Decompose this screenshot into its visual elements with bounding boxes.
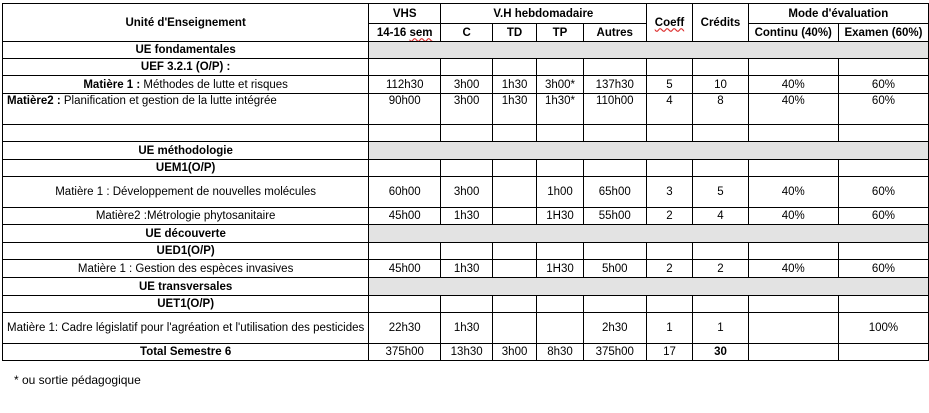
total-continu [748, 344, 838, 361]
cell-autres: 65h00 [583, 177, 646, 208]
header-examen: Examen (60%) [838, 24, 928, 42]
cell-credits: 4 [693, 208, 748, 225]
section-fill [369, 42, 929, 59]
header-row-1 [3, 4, 929, 24]
blank-row [3, 125, 929, 142]
ue-code: UEM1(O/P) [3, 160, 369, 177]
header-coeff [646, 4, 693, 42]
cell-c: 3h00 [441, 76, 493, 94]
total-examen [838, 344, 928, 361]
table-row [3, 260, 929, 278]
section-row [3, 142, 929, 160]
subject-label: Matière 1 : Méthodes de lutte et risques [3, 76, 369, 94]
cell-examen: 60% [838, 76, 928, 94]
cell-tp: 1H30 [537, 260, 584, 278]
ue-code: UET1(O/P) [3, 296, 369, 313]
cell-vhs: 112h30 [369, 76, 441, 94]
cell-vhs: 90h00 [369, 94, 441, 125]
cell-examen: 60% [838, 208, 928, 225]
cell-tp [537, 313, 584, 344]
subject-label: Matière 1 : Développement de nouvelles molécules [3, 177, 369, 208]
cell-td [493, 260, 537, 278]
total-credits: 30 [693, 344, 748, 361]
ue-code-row [3, 243, 929, 260]
cell-autres: 137h30 [583, 76, 646, 94]
cell-c: 1h30 [441, 313, 493, 344]
header-continu: Continu (40%) [748, 24, 838, 42]
cell-td: 1h30 [493, 94, 537, 125]
cell-autres: 2h30 [583, 313, 646, 344]
cell-continu: 40% [748, 177, 838, 208]
cell-continu: 40% [748, 208, 838, 225]
header-eval-mode: Mode d'évaluation [748, 4, 928, 24]
ue-code: UEF 3.2.1 (O/P) : [3, 59, 369, 76]
cell-c: 1h30 [441, 260, 493, 278]
total-coeff: 17 [646, 344, 693, 361]
section-fill [369, 225, 929, 243]
table-row [3, 208, 929, 225]
cell-coeff: 2 [646, 208, 693, 225]
cell-examen: 100% [838, 313, 928, 344]
cell-tp: 3h00* [537, 76, 584, 94]
subject-label: Matière2 : Planification et gestion de la lutte intégrée [3, 94, 369, 125]
cell-coeff: 5 [646, 76, 693, 94]
section-row [3, 225, 929, 243]
ue-code-row [3, 160, 929, 177]
cell-credits: 10 [693, 76, 748, 94]
cell-credits: 2 [693, 260, 748, 278]
cell-examen: 60% [838, 94, 928, 125]
header-tp: TP [537, 24, 584, 42]
header-c: C [441, 24, 493, 42]
sem-label: sem [409, 26, 433, 39]
cell-td: 1h30 [493, 76, 537, 94]
total-label: Total Semestre 6 [3, 344, 369, 361]
header-td: TD [493, 24, 537, 42]
section-label: UE transversales [3, 278, 369, 296]
total-td: 3h00 [493, 344, 537, 361]
cell-coeff: 1 [646, 313, 693, 344]
cell-vhs: 45h00 [369, 208, 441, 225]
cell-continu: 40% [748, 260, 838, 278]
table-row [3, 76, 929, 94]
section-row [3, 278, 929, 296]
cell-examen: 60% [838, 177, 928, 208]
ue-code-row [3, 59, 929, 76]
cell-examen: 60% [838, 260, 928, 278]
cell-credits: 8 [693, 94, 748, 125]
cell-continu: 40% [748, 76, 838, 94]
header-vhs-sub: 14-16 sem [369, 24, 441, 42]
cell-credits: 5 [693, 177, 748, 208]
cell-c: 3h00 [441, 177, 493, 208]
cell-autres: 5h00 [583, 260, 646, 278]
table-row [3, 94, 929, 125]
section-row [3, 42, 929, 59]
section-fill [369, 278, 929, 296]
cell-tp: 1h00 [537, 177, 584, 208]
cell-c: 1h30 [441, 208, 493, 225]
header-unit: Unité d'Enseignement [3, 4, 369, 42]
subject-label: Matière 1 : Gestion des espèces invasives [3, 260, 369, 278]
subject-label: Matière2 :Métrologie phytosanitaire [3, 208, 369, 225]
cell-tp: 1h30* [537, 94, 584, 125]
total-autres: 375h00 [583, 344, 646, 361]
header-credits: Crédits [693, 4, 748, 42]
total-vhs: 375h00 [369, 344, 441, 361]
header-coeff-label: Coeff [654, 16, 685, 29]
cell-td [493, 177, 537, 208]
header-vhs: VHS [369, 4, 441, 24]
cell-vhs: 60h00 [369, 177, 441, 208]
section-label: UE découverte [3, 225, 369, 243]
cell-td [493, 313, 537, 344]
cell-autres: 55h00 [583, 208, 646, 225]
table-row [3, 313, 929, 344]
cell-continu: 40% [748, 94, 838, 125]
cell-coeff: 4 [646, 94, 693, 125]
total-row [3, 344, 929, 361]
semester-table [2, 3, 929, 361]
cell-td [493, 208, 537, 225]
table-row [3, 177, 929, 208]
cell-c: 3h00 [441, 94, 493, 125]
section-label: UE méthodologie [3, 142, 369, 160]
cell-continu [748, 313, 838, 344]
cell-coeff: 2 [646, 260, 693, 278]
header-autres: Autres [583, 24, 646, 42]
header-vh-weekly: V.H hebdomadaire [441, 4, 646, 24]
cell-vhs: 22h30 [369, 313, 441, 344]
section-label: UE fondamentales [3, 42, 369, 59]
cell-coeff: 3 [646, 177, 693, 208]
total-tp: 8h30 [537, 344, 584, 361]
ue-code-row [3, 296, 929, 313]
ue-code: UED1(O/P) [3, 243, 369, 260]
footnote: * ou sortie pédagogique [14, 373, 141, 387]
cell-credits: 1 [693, 313, 748, 344]
section-fill [369, 142, 929, 160]
subject-label: Matière 1: Cadre législatif pour l'agréation et l'utilisation des pesticides [3, 313, 369, 344]
cell-autres: 110h00 [583, 94, 646, 125]
cell-vhs: 45h00 [369, 260, 441, 278]
total-c: 13h30 [441, 344, 493, 361]
cell-tp: 1H30 [537, 208, 584, 225]
